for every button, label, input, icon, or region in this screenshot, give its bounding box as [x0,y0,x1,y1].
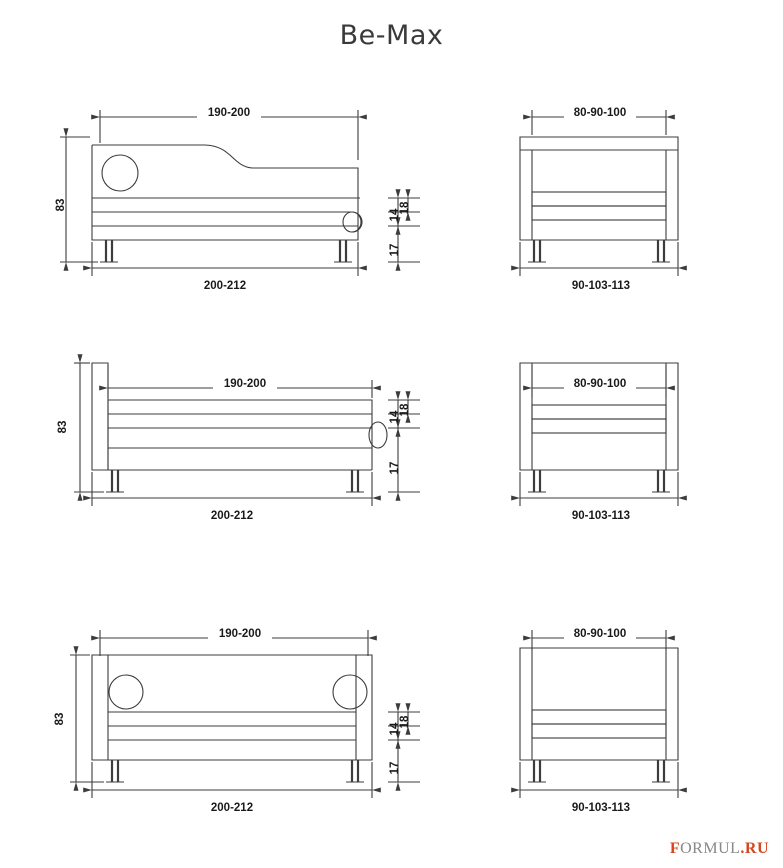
view-2-front-bottom-label: 90-103-113 [571,510,631,522]
view-1-side-geometry [92,145,362,262]
view-2-dim-height [74,363,104,492]
view-2-side-top-label: 190-200 [223,378,267,390]
view-2-front-top-label: 80-90-100 [573,378,627,390]
view-3-dim-height [70,655,104,782]
view-1-side-top-label: 190-200 [207,107,251,119]
view-1-front-geometry [520,137,678,262]
view-3-side-height-label: 83 [54,712,66,726]
view-3-dim-bottom [92,762,372,798]
watermark-prefix: F [669,840,681,857]
view-3-front-bottom-label: 90-103-113 [571,802,631,814]
view-3-stack-17: 17 [389,761,401,775]
view-3-stack-18: 18 [399,715,411,729]
view-1-side-bottom-label: 200-212 [203,280,247,292]
view-1-stack-18: 18 [399,201,411,215]
view-3-front-top-label: 80-90-100 [573,628,627,640]
view-3-side-top-label: 190-200 [218,628,262,640]
view-1-side-height-label: 83 [55,198,67,212]
view-2-front-dim-bottom [520,472,678,506]
view-3-stack-14: 14 [389,722,401,736]
view-2-side-bottom-label: 200-212 [210,510,254,522]
view-3-side-bottom-label: 200-212 [210,802,254,814]
watermark-middle: ORMUL [680,840,741,857]
view-2-stack-17: 17 [389,461,401,475]
view-1-stack-17: 17 [389,243,401,257]
view-2-side-height-label: 83 [57,420,69,434]
view-1-dim-bottom [92,242,358,276]
page-title: Be-Max [339,20,444,51]
view-1-front-top-label: 80-90-100 [573,107,627,119]
view-1-stack-14: 14 [389,208,401,222]
view-3-side-geometry [92,655,372,782]
view-1-front-bottom-label: 90-103-113 [571,280,631,292]
view-1-front-dim-bottom [520,242,678,276]
watermark-suffix: .RU [740,840,769,857]
view-3-front-dim-bottom [520,762,678,798]
view-2-stack-18: 18 [399,403,411,417]
view-2-stack-14: 14 [389,410,401,424]
view-2-dim-bottom [92,472,372,506]
view-3-front-geometry [520,648,678,782]
watermark [670,840,769,858]
